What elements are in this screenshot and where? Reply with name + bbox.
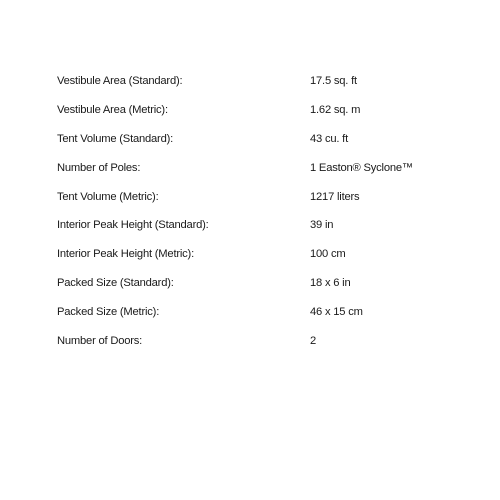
spec-value: 1.62 sq. m — [310, 104, 361, 117]
spec-label: Number of Poles: — [57, 161, 141, 174]
spec-label: Vestibule Area (Standard): — [57, 75, 183, 88]
spec-row-packed-size-metric — [57, 297, 457, 326]
spec-value: 43 cu. ft — [310, 132, 349, 145]
spec-value: 39 in — [310, 219, 334, 232]
spec-value: 17.5 sq. ft — [310, 75, 357, 88]
spec-row-tent-volume-metric — [57, 182, 457, 211]
spec-row-interior-peak-height-standard — [57, 211, 457, 240]
spec-value: 2 — [310, 334, 317, 347]
spec-row-number-of-poles — [57, 153, 457, 182]
spec-row-tent-volume-standard — [57, 125, 457, 154]
spec-label: Interior Peak Height (Metric): — [57, 248, 194, 261]
spec-value: 46 x 15 cm — [310, 305, 363, 318]
spec-value: 1 Easton® Syclone™ — [310, 161, 413, 174]
spec-value: 1217 liters — [310, 190, 360, 203]
spec-label: Number of Doors: — [57, 334, 143, 347]
spec-label: Interior Peak Height (Standard): — [57, 219, 209, 232]
spec-row-interior-peak-height-metric — [57, 240, 457, 269]
spec-value: 18 x 6 in — [310, 276, 351, 289]
spec-label: Packed Size (Metric): — [57, 305, 160, 318]
spec-label: Tent Volume (Metric): — [57, 190, 159, 203]
spec-label: Tent Volume (Standard): — [57, 132, 174, 145]
spec-value: 100 cm — [310, 248, 346, 261]
spec-label: Packed Size (Standard): — [57, 276, 174, 289]
spec-label: Vestibule Area (Metric): — [57, 104, 168, 117]
spec-row-packed-size-standard — [57, 269, 457, 298]
spec-row-vestibule-area-standard — [57, 67, 457, 96]
spec-table — [57, 67, 457, 355]
spec-row-vestibule-area-metric — [57, 96, 457, 125]
spec-row-number-of-doors — [57, 326, 457, 355]
